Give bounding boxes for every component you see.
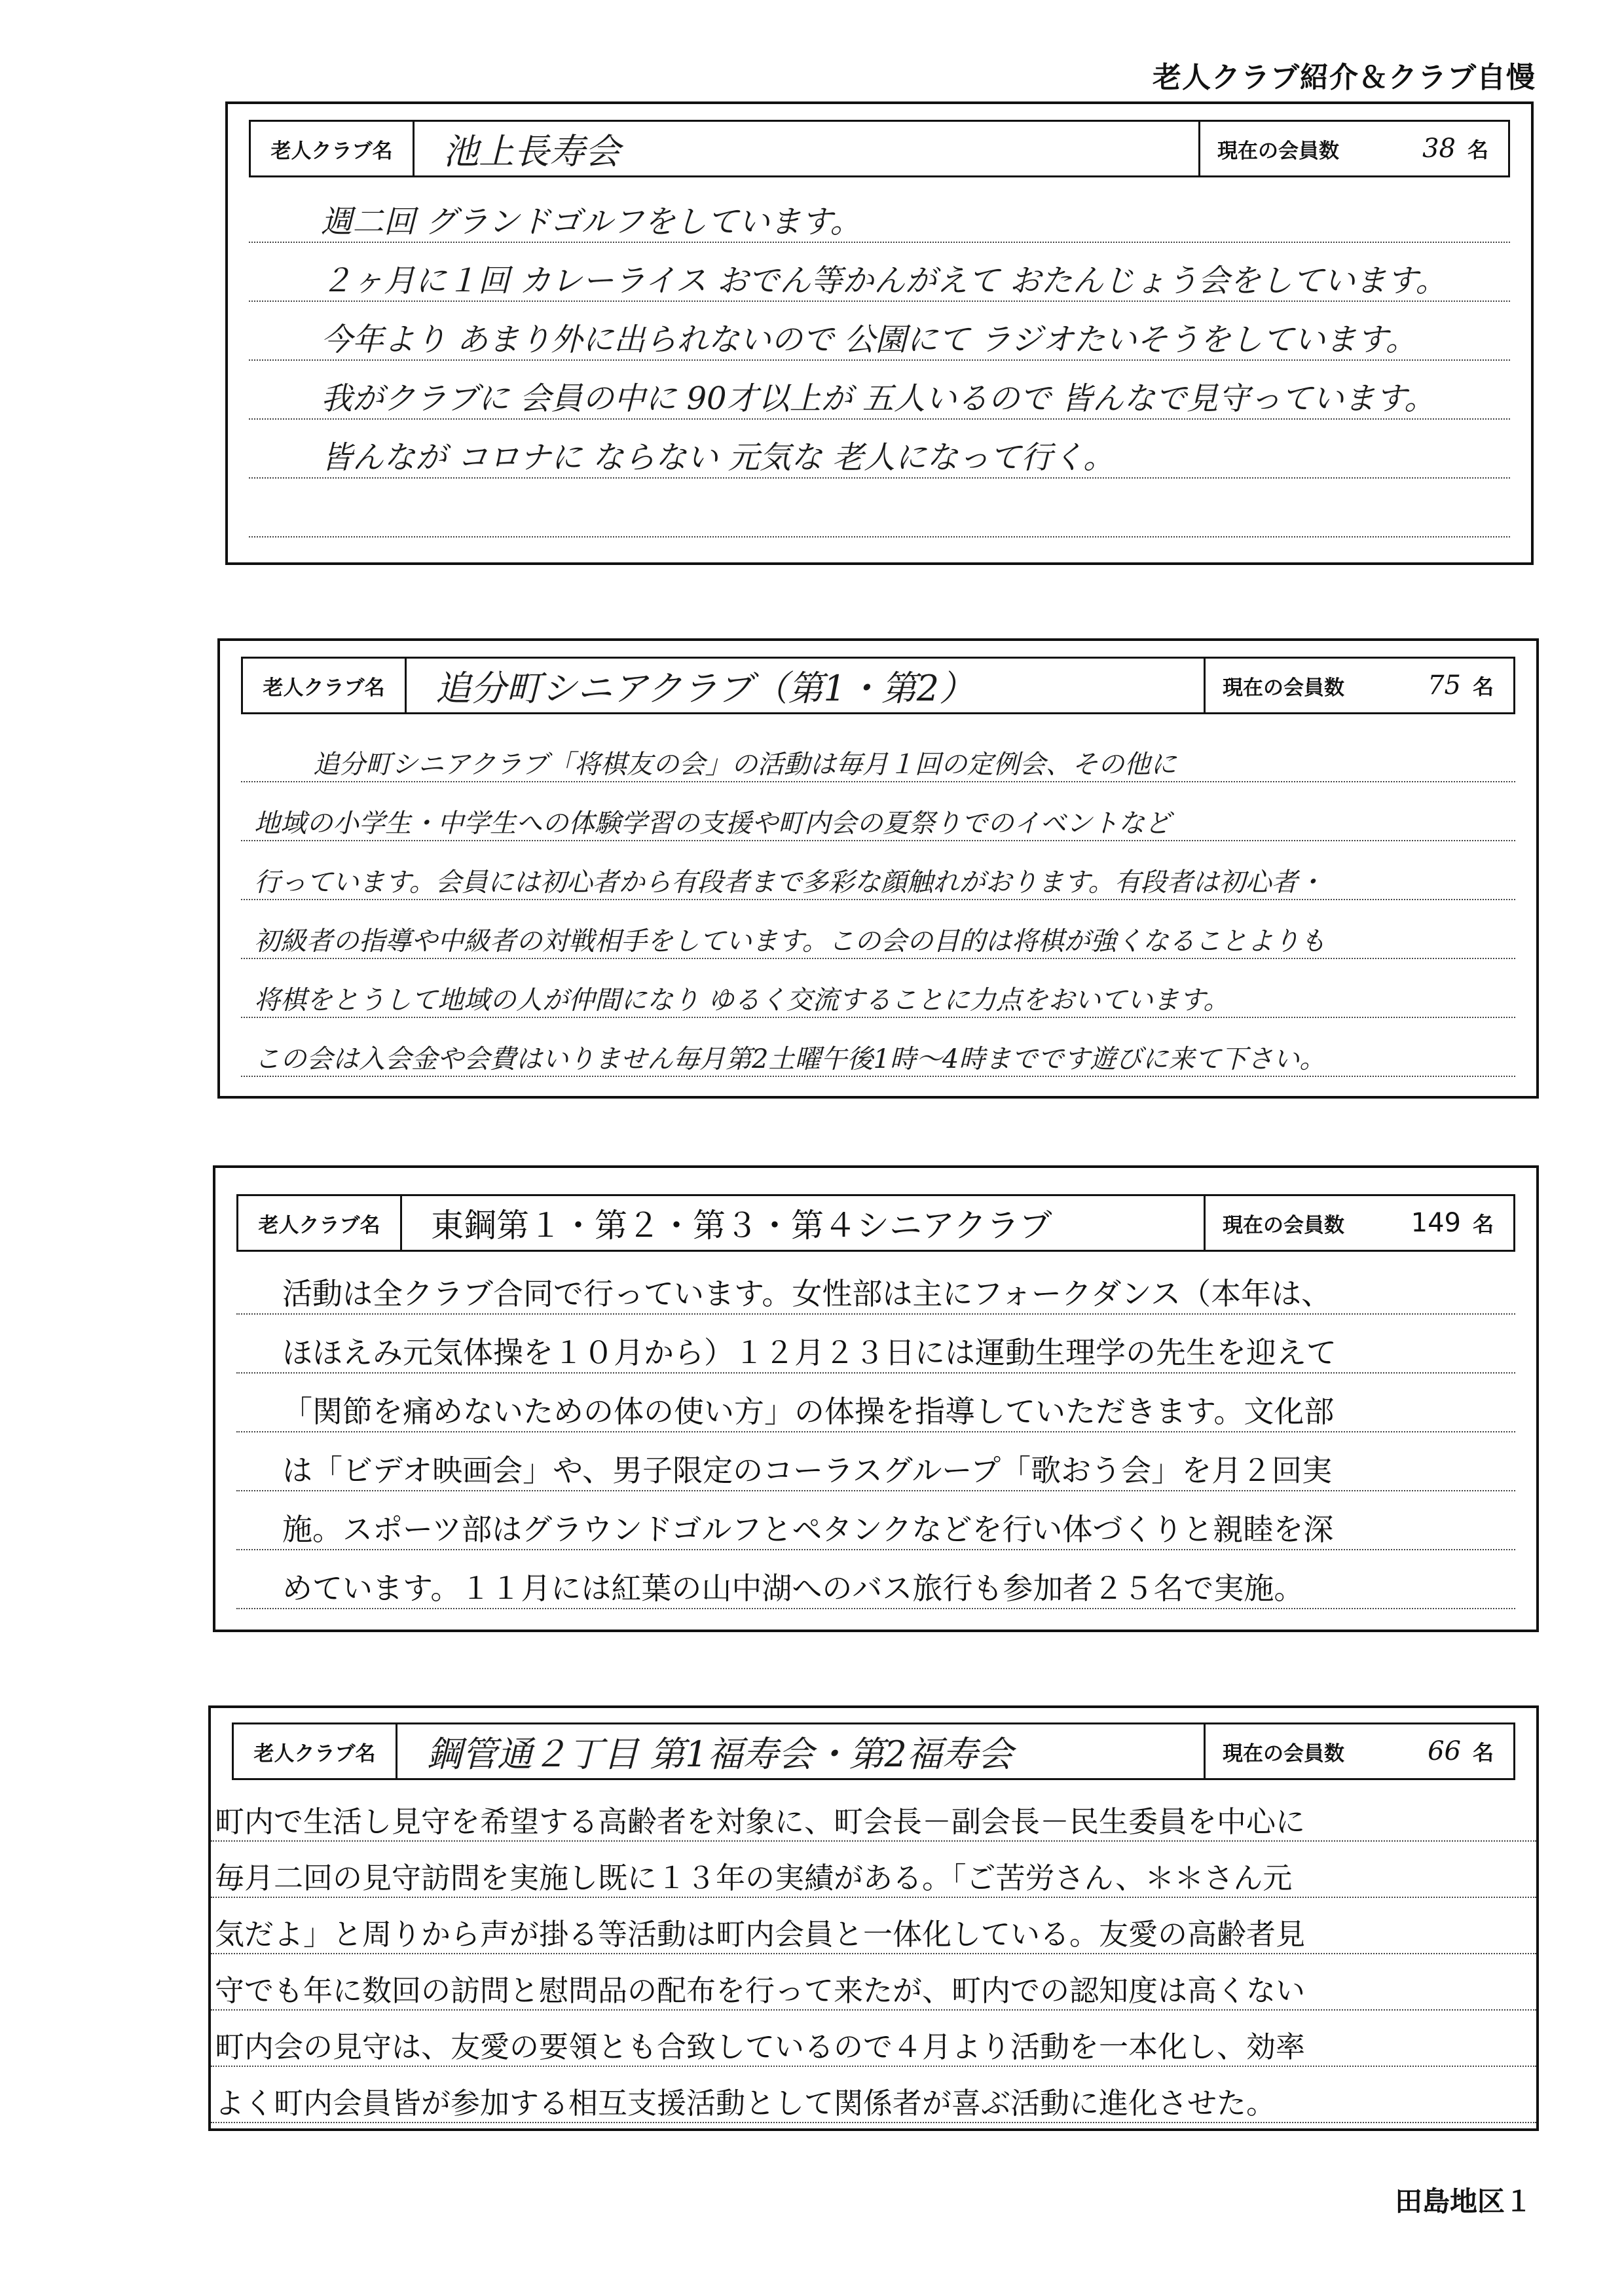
member-count-label: 現在の会員数 bbox=[1223, 676, 1344, 700]
club-card-header bbox=[232, 1722, 1515, 1780]
description-line: 「関節を痛めないための体の使い方」の体操を指導していただきます。文化部 bbox=[236, 1374, 1515, 1432]
member-count-label: 現在の会員数 bbox=[1217, 139, 1339, 163]
description-line: 守でも年に数回の訪問と慰問品の配布を行って来たが、町内での認知度は高くない bbox=[211, 1954, 1536, 2011]
member-count-label: 現在の会員数 bbox=[1223, 1213, 1344, 1237]
club-name-label: 老人クラブ名 bbox=[251, 122, 415, 175]
club-card-3 bbox=[213, 1165, 1539, 1632]
description-line: めています。１１月には紅葉の山中湖へのバス旅行も参加者２５名で実施。 bbox=[236, 1550, 1515, 1609]
member-count-unit: 名 bbox=[1472, 674, 1494, 699]
description-line: 初級者の指導や中級者の対戦相手をしています。この会の目的は将棋が強くなることよりも bbox=[241, 900, 1515, 959]
description-line: ほほえみ元気体操を１０月から）１２月２３日には運動生理学の先生を迎えて bbox=[236, 1315, 1515, 1374]
member-count-unit: 名 bbox=[1472, 1740, 1494, 1765]
page-header: 老人クラブ紹介＆クラブ自慢 bbox=[1153, 61, 1536, 94]
club-name: 鋼管通２丁目 第1福寿会・第2福寿会 bbox=[397, 1724, 1206, 1778]
member-count-value: 66 bbox=[1428, 1736, 1461, 1766]
club-name-label: 老人クラブ名 bbox=[234, 1724, 397, 1778]
club-card-2 bbox=[217, 638, 1539, 1099]
description-line: 活動は全クラブ合同で行っています。女性部は主にフォークダンス（本年は、 bbox=[236, 1256, 1515, 1315]
description-line: は「ビデオ映画会」や、男子限定のコーラスグループ「歌おう会」を月２回実 bbox=[236, 1432, 1515, 1491]
club-name: 東鋼第１・第２・第３・第４シニアクラブ bbox=[402, 1196, 1206, 1250]
club-card-4 bbox=[208, 1705, 1539, 2131]
club-card-header bbox=[241, 657, 1515, 714]
club-name: 追分町シニアクラブ（第1・第2） bbox=[407, 659, 1206, 712]
member-count-cell bbox=[1206, 659, 1513, 712]
member-count-value: 38 bbox=[1422, 134, 1456, 164]
club-name-label: 老人クラブ名 bbox=[238, 1196, 402, 1250]
club-description bbox=[249, 184, 1510, 538]
description-line: 町内で生活し見守を希望する高齢者を対象に、町会長－副会長－民生委員を中心に bbox=[211, 1785, 1536, 1842]
description-line: 町内会の見守は、友愛の要領とも合致しているので４月より活動を一本化し、効率 bbox=[211, 2011, 1536, 2067]
club-description bbox=[241, 723, 1515, 1077]
member-count-cell bbox=[1206, 1724, 1513, 1778]
club-name: 池上長寿会 bbox=[415, 122, 1200, 175]
member-count-value: 149 bbox=[1411, 1208, 1461, 1238]
description-line: 我がクラブに 会員の中に 90才以上が 五人いるので 皆んなで見守っています。 bbox=[249, 361, 1510, 420]
club-card-1 bbox=[225, 101, 1534, 565]
member-count-unit: 名 bbox=[1472, 1212, 1494, 1237]
description-line bbox=[249, 479, 1510, 538]
description-line: 施。スポーツ部はグラウンドゴルフとペタンクなどを行い体づくりと親睦を深 bbox=[236, 1491, 1515, 1550]
member-count-label: 現在の会員数 bbox=[1223, 1741, 1344, 1766]
description-line: 今年より あまり外に出られないので 公園にて ラジオたいそうをしています。 bbox=[249, 302, 1510, 361]
description-line: よく町内会員皆が参加する相互支援活動として関係者が喜ぶ活動に進化させた。 bbox=[211, 2067, 1536, 2123]
description-line: 週二回 グランドゴルフをしています。 bbox=[249, 184, 1510, 243]
description-line: 気だよ」と周りから声が掛る等活動は町内会員と一体化している。友愛の高齢者見 bbox=[211, 1898, 1536, 1954]
member-count-value: 75 bbox=[1428, 670, 1461, 701]
page-footer: 田島地区１ bbox=[1394, 2185, 1532, 2217]
member-count-cell bbox=[1200, 122, 1508, 175]
member-count-cell bbox=[1206, 1196, 1513, 1250]
member-count-unit: 名 bbox=[1467, 137, 1488, 162]
club-description bbox=[211, 1785, 1536, 2123]
club-description bbox=[236, 1256, 1515, 1609]
description-line: 将棋をとうして地域の人が仲間になり ゆるく交流することに力点をおいています。 bbox=[241, 959, 1515, 1018]
description-line: この会は入会金や会費はいりません毎月第2土曜午後1時～4時までです遊びに来て下さい。 bbox=[241, 1018, 1515, 1077]
description-line: 追分町シニアクラブ「将棋友の会」の活動は毎月１回の定例会、その他に bbox=[241, 723, 1515, 782]
club-name-label: 老人クラブ名 bbox=[243, 659, 407, 712]
description-line: 毎月二回の見守訪問を実施し既に１３年の実績がある。「ご苦労さん、＊＊さん元 bbox=[211, 1842, 1536, 1898]
description-line: ２ヶ月に１回 カレーライス おでん等かんがえて おたんじょう会をしています。 bbox=[249, 243, 1510, 302]
club-card-header bbox=[249, 120, 1510, 177]
description-line: 行っています。会員には初心者から有段者まで多彩な顔触れがおります。有段者は初心者・ bbox=[241, 841, 1515, 900]
description-line: 地域の小学生・中学生への体験学習の支援や町内会の夏祭りでのイベントなど bbox=[241, 782, 1515, 841]
description-line: 皆んなが コロナに ならない 元気な 老人になって行く。 bbox=[249, 420, 1510, 479]
club-card-header bbox=[236, 1194, 1515, 1252]
